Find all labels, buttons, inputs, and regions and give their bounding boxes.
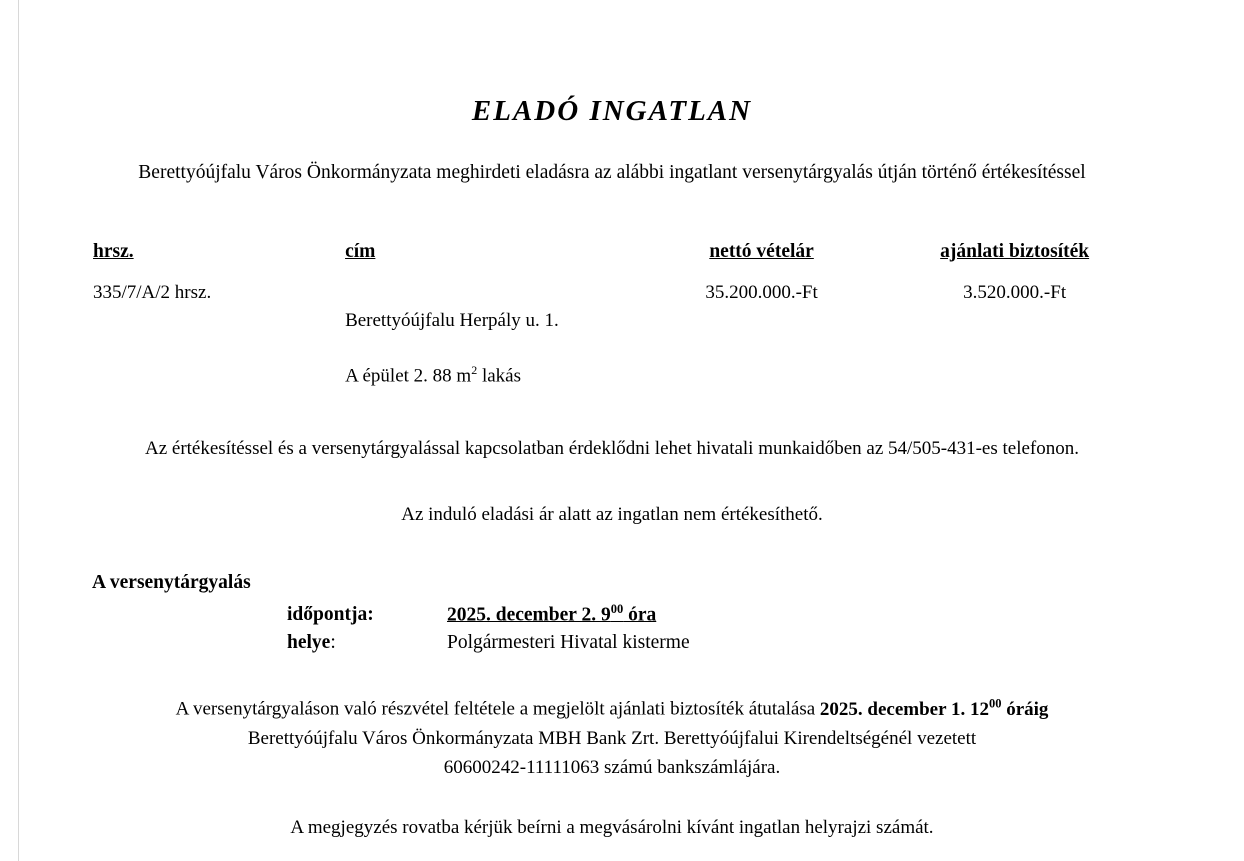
table-row xyxy=(92,265,1132,391)
auction-time-value-suffix: óra xyxy=(623,604,657,626)
column-header-biztositek: ajánlati biztosíték xyxy=(940,241,1090,263)
auction-place-label xyxy=(287,632,447,654)
table-header-row xyxy=(92,240,1132,265)
transfer-line1-prefix: A versenytárgyaláson való részvétel feltétele a megjelölt ajánlati biztosíték átutalása xyxy=(175,698,820,720)
auction-place-row xyxy=(287,632,1132,654)
cell-biztositek: 3.520.000.-Ft xyxy=(963,282,1067,304)
contact-paragraph: Az értékesítéssel és a versenytárgyalással kapcsolatban érdeklődni lehet hivatali munkaidőben az 54/505-431-es telefonon. xyxy=(144,437,1080,459)
cell-cim-line2-superscript: 2 xyxy=(471,362,478,377)
auction-time-value-superscript: 00 xyxy=(610,601,624,616)
transfer-deadline-prefix: 2025. december 1. 12 xyxy=(819,698,989,720)
minimum-price-paragraph: Az induló eladási ár alatt az ingatlan nem értékesíthető. xyxy=(401,504,823,526)
cell-cim-line1: Berettyóújfalu Herpály u. 1. xyxy=(345,309,559,331)
intro-paragraph: Berettyóújfalu Város Önkormányzata meghirdeti eladásra az alábbi ingatlant versenytárgyalás útján történő értékesítéssel xyxy=(138,162,1086,183)
property-table xyxy=(92,240,1132,391)
cell-netto: 35.200.000.-Ft xyxy=(705,282,818,304)
note-paragraph: A megjegyzés rovatba kérjük beírni a megvásárolni kívánt ingatlan helyrajzi számát. xyxy=(290,816,934,838)
auction-heading: A versenytárgyalás xyxy=(92,571,251,593)
cell-cim-line2-prefix: A épület 2. 88 m xyxy=(345,365,472,387)
cell-cim xyxy=(263,265,626,391)
transfer-deadline xyxy=(819,696,1049,720)
document-body xyxy=(92,0,1132,839)
cell-cim-line2-suffix: lakás xyxy=(477,365,521,387)
auction-time-value-prefix: 2025. december 2. 9 xyxy=(447,604,611,626)
page-left-margin-rule xyxy=(18,0,19,861)
cell-hrsz: 335/7/A/2 hrsz. xyxy=(93,282,212,304)
auction-time-label: időpontja: xyxy=(287,604,374,626)
column-header-netto: nettó vételár xyxy=(709,241,814,263)
transfer-paragraph xyxy=(92,694,1132,783)
transfer-line3: 60600242-11111063 számú bankszámlájára. xyxy=(443,757,781,779)
column-header-cim: cím xyxy=(345,241,376,263)
column-header-hrsz: hrsz. xyxy=(93,241,134,263)
page-title: ELADÓ INGATLAN xyxy=(471,95,753,127)
transfer-deadline-superscript: 00 xyxy=(988,696,1002,711)
auction-place-label-colon: : xyxy=(330,632,336,654)
auction-time-value xyxy=(447,602,656,627)
auction-details xyxy=(287,602,1132,655)
transfer-deadline-suffix: óráig xyxy=(1001,698,1049,720)
auction-time-row xyxy=(287,602,1132,627)
auction-place-value: Polgármesteri Hivatal kisterme xyxy=(447,632,690,654)
transfer-line2: Berettyóújfalu Város Önkormányzata MBH Bank Zrt. Berettyóújfalui Kirendeltségénél vezetett xyxy=(247,728,977,749)
auction-place-label-text: helye xyxy=(287,632,331,654)
